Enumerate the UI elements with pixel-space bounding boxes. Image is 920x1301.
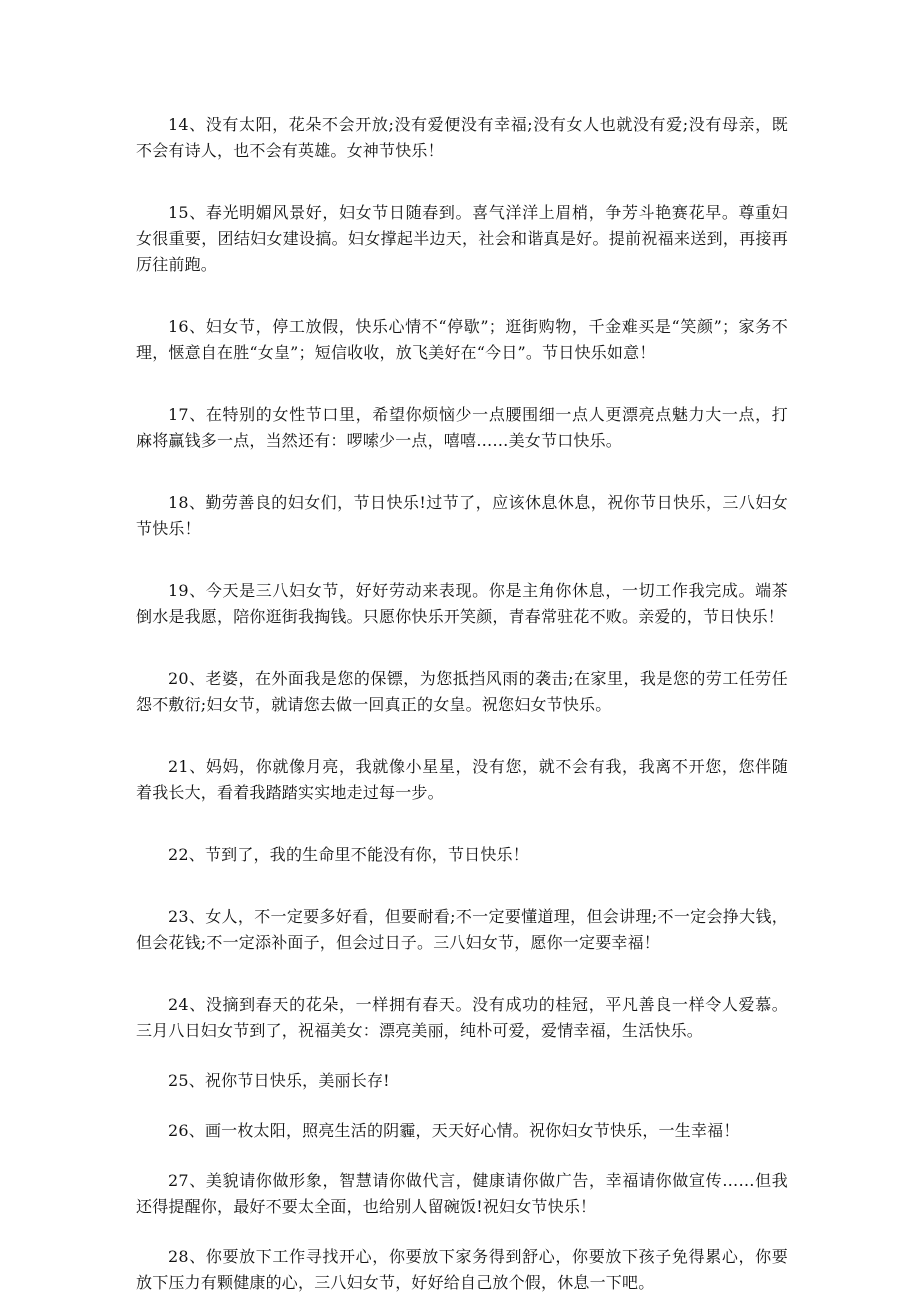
paragraph-20: 20、老婆，在外面我是您的保镖，为您抵挡风雨的袭击;在家里，我是您的劳工任劳任怨不敷衍;妇女节，就请您去做一回真正的女皇。祝您妇女节快乐。 xyxy=(136,669,788,714)
paragraph-16: 16、妇女节，停工放假，快乐心情不“停歇”；逛街购物，千金难买是“笑颜”；家务不理，惬意自在胜“女皇”；短信收收，放飞美好在“今日”。节日快乐如意！ xyxy=(136,317,788,362)
paragraph-18: 18、勤劳善良的妇女们，节日快乐!过节了，应该休息休息，祝你节日快乐，三八妇女节快乐！ xyxy=(136,493,788,538)
paragraph-22: 22、节到了，我的生命里不能没有你，节日快乐！ xyxy=(168,845,529,864)
paragraph-23: 23、女人，不一定要多好看，但要耐看;不一定要懂道理，但会讲理;不一定会挣大钱，但会花钱;不一定添补面子，但会过日子。三八妇女节，愿你一定要幸福！ xyxy=(136,907,788,952)
paragraph-15: 15、春光明媚风景好，妇女节日随春到。喜气洋洋上眉梢，争芳斗艳赛花早。尊重妇女很重要，团结妇女建设搞。妇女撑起半边天，社会和谐真是好。提前祝福来送到，再接再厉往前跑。 xyxy=(136,203,788,274)
paragraph-21: 21、妈妈，你就像月亮，我就像小星星，没有您，就不会有我，我离不开您，您伴随着我长大，看着我踏踏实实地走过每一步。 xyxy=(136,757,788,802)
paragraph-26: 26、画一枚太阳，照亮生活的阴霾，天天好心情。祝你妇女节快乐，一生幸福！ xyxy=(168,1121,740,1140)
paragraph-27: 27、美貌请你做形象，智慧请你做代言，健康请你做广告，幸福请你做宣传……但我还得提醒你，最好不要太全面，也给别人留碗饭!祝妇女节快乐！ xyxy=(136,1171,788,1216)
paragraph-19: 19、今天是三八妇女节，好好劳动来表现。你是主角你休息，一切工作我完成。端茶倒水是我愿，陪你逛街我掏钱。只愿你快乐开笑颜，青春常驻花不败。亲爱的，节日快乐！ xyxy=(136,581,788,626)
paragraph-14: 14、没有太阳，花朵不会开放;没有爱便没有幸福;没有女人也就没有爱;没有母亲，既不会有诗人，也不会有英雄。女神节快乐！ xyxy=(136,115,788,160)
paragraph-25: 25、祝你节日快乐，美丽长存! xyxy=(168,1071,390,1090)
paragraph-17: 17、在特别的女性节口里，希望你烦恼少一点腰围细一点人更漂亮点魅力大一点，打麻将赢钱多一点，当然还有：啰嗦少一点，嘻嘻……美女节口快乐。 xyxy=(136,405,788,450)
paragraph-24: 24、没摘到春天的花朵，一样拥有春天。没有成功的桂冠，平凡善良一样令人爱慕。三月八日妇女节到了，祝福美女：漂亮美丽，纯朴可爱，爱情幸福，生活快乐。 xyxy=(136,995,788,1040)
paragraph-28: 28、你要放下工作寻找开心，你要放下家务得到舒心，你要放下孩子免得累心，你要放下压力有颗健康的心，三八妇女节，好好给自己放个假，休息一下吧。 xyxy=(136,1247,788,1292)
